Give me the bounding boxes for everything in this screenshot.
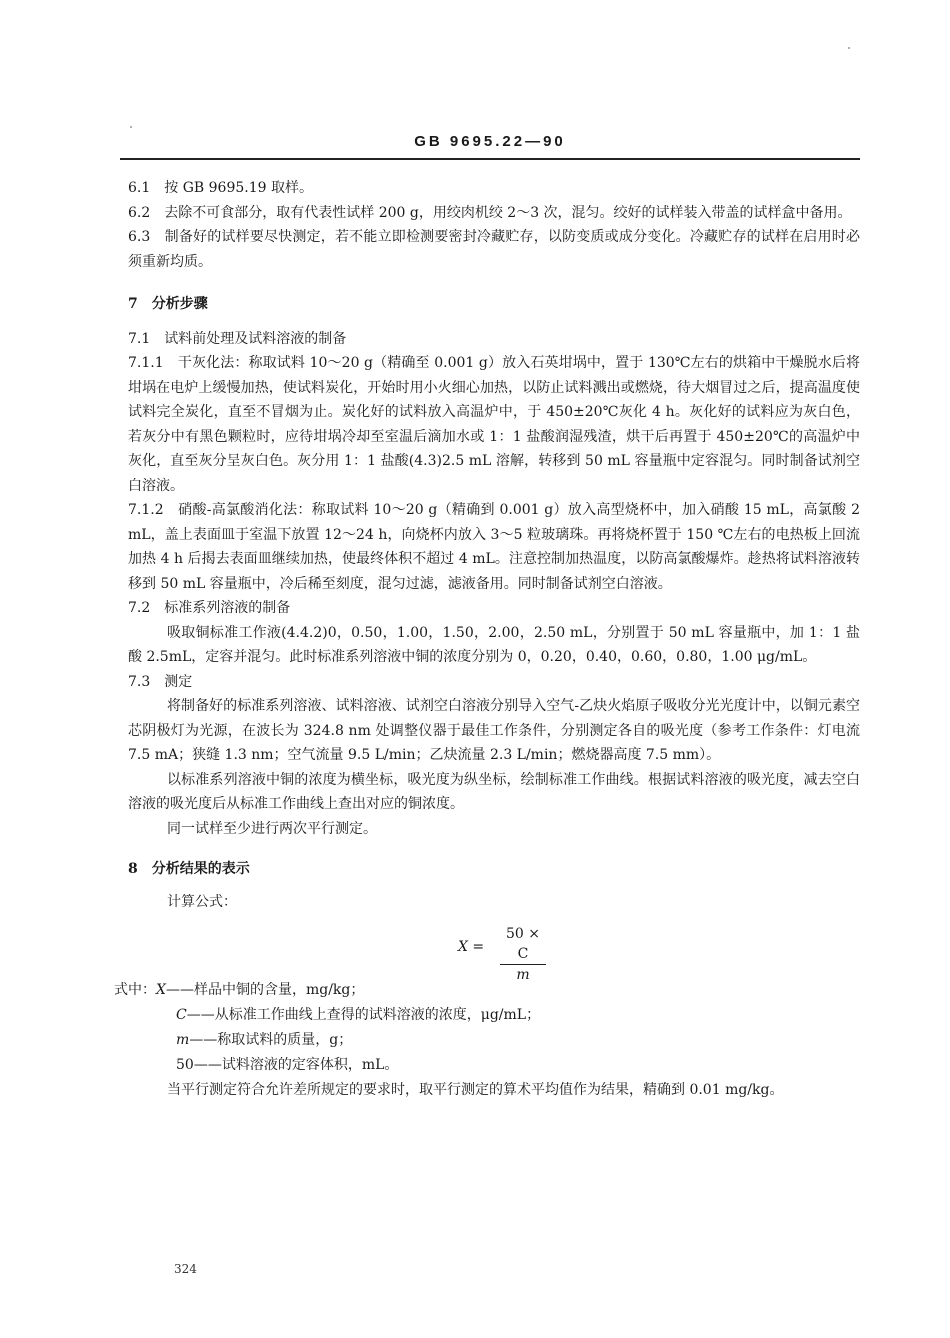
definition-text: ——试料溶液的定容体积，mL。 [193, 1057, 399, 1073]
result-precision-note: 当平行测定符合允许差所规定的要求时，取平行测定的算术平均值作为结果，精确到 0.01 mg/kg。 [167, 1082, 784, 1098]
formula-fraction [500, 924, 546, 985]
clause-7-3-para-2: 以标准系列溶液中铜的浓度为横坐标，吸光度为纵坐标，绘制标准工作曲线。根据试料溶液的吸光度，减去空白溶液的吸光度后从标准工作曲线上查出对应的铜浓度。 [128, 771, 860, 812]
definition-row [128, 1053, 860, 1078]
header-rule [120, 158, 860, 160]
section-7-2-title: 7.2 标准系列溶液的制备 [128, 600, 291, 616]
definition-text: ——样品中铜的含量，mg/kg； [165, 982, 365, 998]
scan-speck [848, 47, 850, 49]
result-formula [128, 924, 860, 983]
document-body [114, 176, 860, 1103]
clause-7-2-body: 吸取铜标准工作液(4.4.2)0，0.50，1.00，1.50，2.00，2.50 mL，分别置于 50 mL 容量瓶中，加 1：1 盐酸 2.5mL，定容并混匀。此时标准系列溶液中铜的浓度分别为 0，0.20，0.40，0.60，0.80，1.00 μg/mL。 [128, 624, 860, 665]
formula-lhs: X = [458, 939, 485, 955]
definition-symbol: m [176, 1032, 190, 1048]
section-7-title: 7 分析步骤 [128, 296, 208, 312]
formula-numerator: 50 × C [500, 924, 546, 965]
formula-denominator: m [516, 967, 530, 983]
clause-7-1-2: 7.1.2 硝酸-高氯酸消化法：称取试料 10～20 g（精确到 0.001 g）放入高型烧杯中，加入硝酸 15 mL，高氯酸 2 mL，盖上表面皿于室温下放置 12～24 h，向烧杯内放入 3～5 粒玻璃珠。再将烧杯置于 150 ℃左右的电热板上回流加热 4 h 后揭去表面皿继续加热，使最终体积不超过 4 mL。注意控制加热温度，以防高氯酸爆炸。趁热将试料溶液转移到 50 mL 容量瓶中，冷后稀至刻度，混匀过滤，滤液备用。同时制备试剂空白溶液。 [128, 502, 860, 592]
definition-row [114, 978, 860, 1003]
section-7-3-title: 7.3 测定 [128, 673, 193, 690]
definition-row [128, 1003, 860, 1028]
definition-symbol: 50 [176, 1057, 194, 1073]
clause-7-1-1: 7.1.1 干灰化法：称取试料 10～20 g（精确至 0.001 g）放入石英坩埚中，置于 130℃左右的烘箱中干燥脱水后将坩埚在电炉上缓慢加热，使试料炭化，开始时用小火细心加热，以防止试料溅出或燃烧，待大烟冒过之后，提高温度使试料完全炭化，直至不冒烟为止。炭化好的试料放入高温炉中，于 450±20℃灰化 4 h。灰化好的试料应为灰白色，若灰分中有黑色颗粒时，应待坩埚冷却至室温后滴加水或 1：1 盐酸润湿残渣，烘干后再置于 450±20℃的高温炉中灰化，直至灰分呈灰白色。灰分用 1：1 盐酸(4.3)2.5 mL 溶解，转移到 50 mL 容量瓶中定容混匀。同时制备试剂空白溶液。 [128, 355, 860, 494]
calc-label: 计算公式： [167, 893, 237, 910]
scan-speck [130, 126, 132, 128]
section-7-1-title: 7.1 试料前处理及试料溶液的制备 [128, 330, 347, 347]
standard-header: GB 9695.22—90 [414, 133, 566, 150]
clause-6-1: 6.1 按 GB 9695.19 取样。 [128, 180, 313, 196]
clause-7-3-para-1: 将制备好的标准系列溶液、试料溶液、试剂空白溶液分别导入空气-乙炔火焰原子吸收分光光度计中，以铜元素空芯阴极灯为光源，在波长为 324.8 nm 处调整仪器于最佳工作条件，分别测定各自的吸光度（参考工作条件：灯电流 7.5 mA；狭缝 1.3 nm；空气流量 9.5 L/min；乙炔流量 2.3 L/min；燃烧器高度 7.5 mm）。 [128, 698, 860, 763]
clause-6-2: 6.2 去除不可食部分，取有代表性试样 200 g，用绞肉机绞 2～3 次，混匀。绞好的试样装入带盖的试样盒中备用。 [128, 204, 852, 221]
definition-text: ——称取试料的质量，g； [189, 1032, 353, 1048]
variable-definitions [114, 978, 860, 1078]
defs-intro: 式中： [114, 982, 156, 998]
clause-7-3-para-3: 同一试样至少进行两次平行测定。 [167, 820, 377, 837]
definition-row [128, 1028, 860, 1053]
definition-symbol: X [156, 982, 166, 998]
clause-6-3: 6.3 制备好的试样要尽快测定，若不能立即检测要密封冷藏贮存，以防变质或成分变化。冷藏贮存的试样在启用时必须重新均质。 [128, 229, 860, 270]
page-number: 324 [174, 1262, 197, 1276]
definition-text: ——从标准工作曲线上查得的试料溶液的浓度，μg/mL； [186, 1007, 541, 1023]
definition-symbol: C [176, 1007, 187, 1023]
section-8-title: 8 分析结果的表示 [128, 861, 250, 877]
